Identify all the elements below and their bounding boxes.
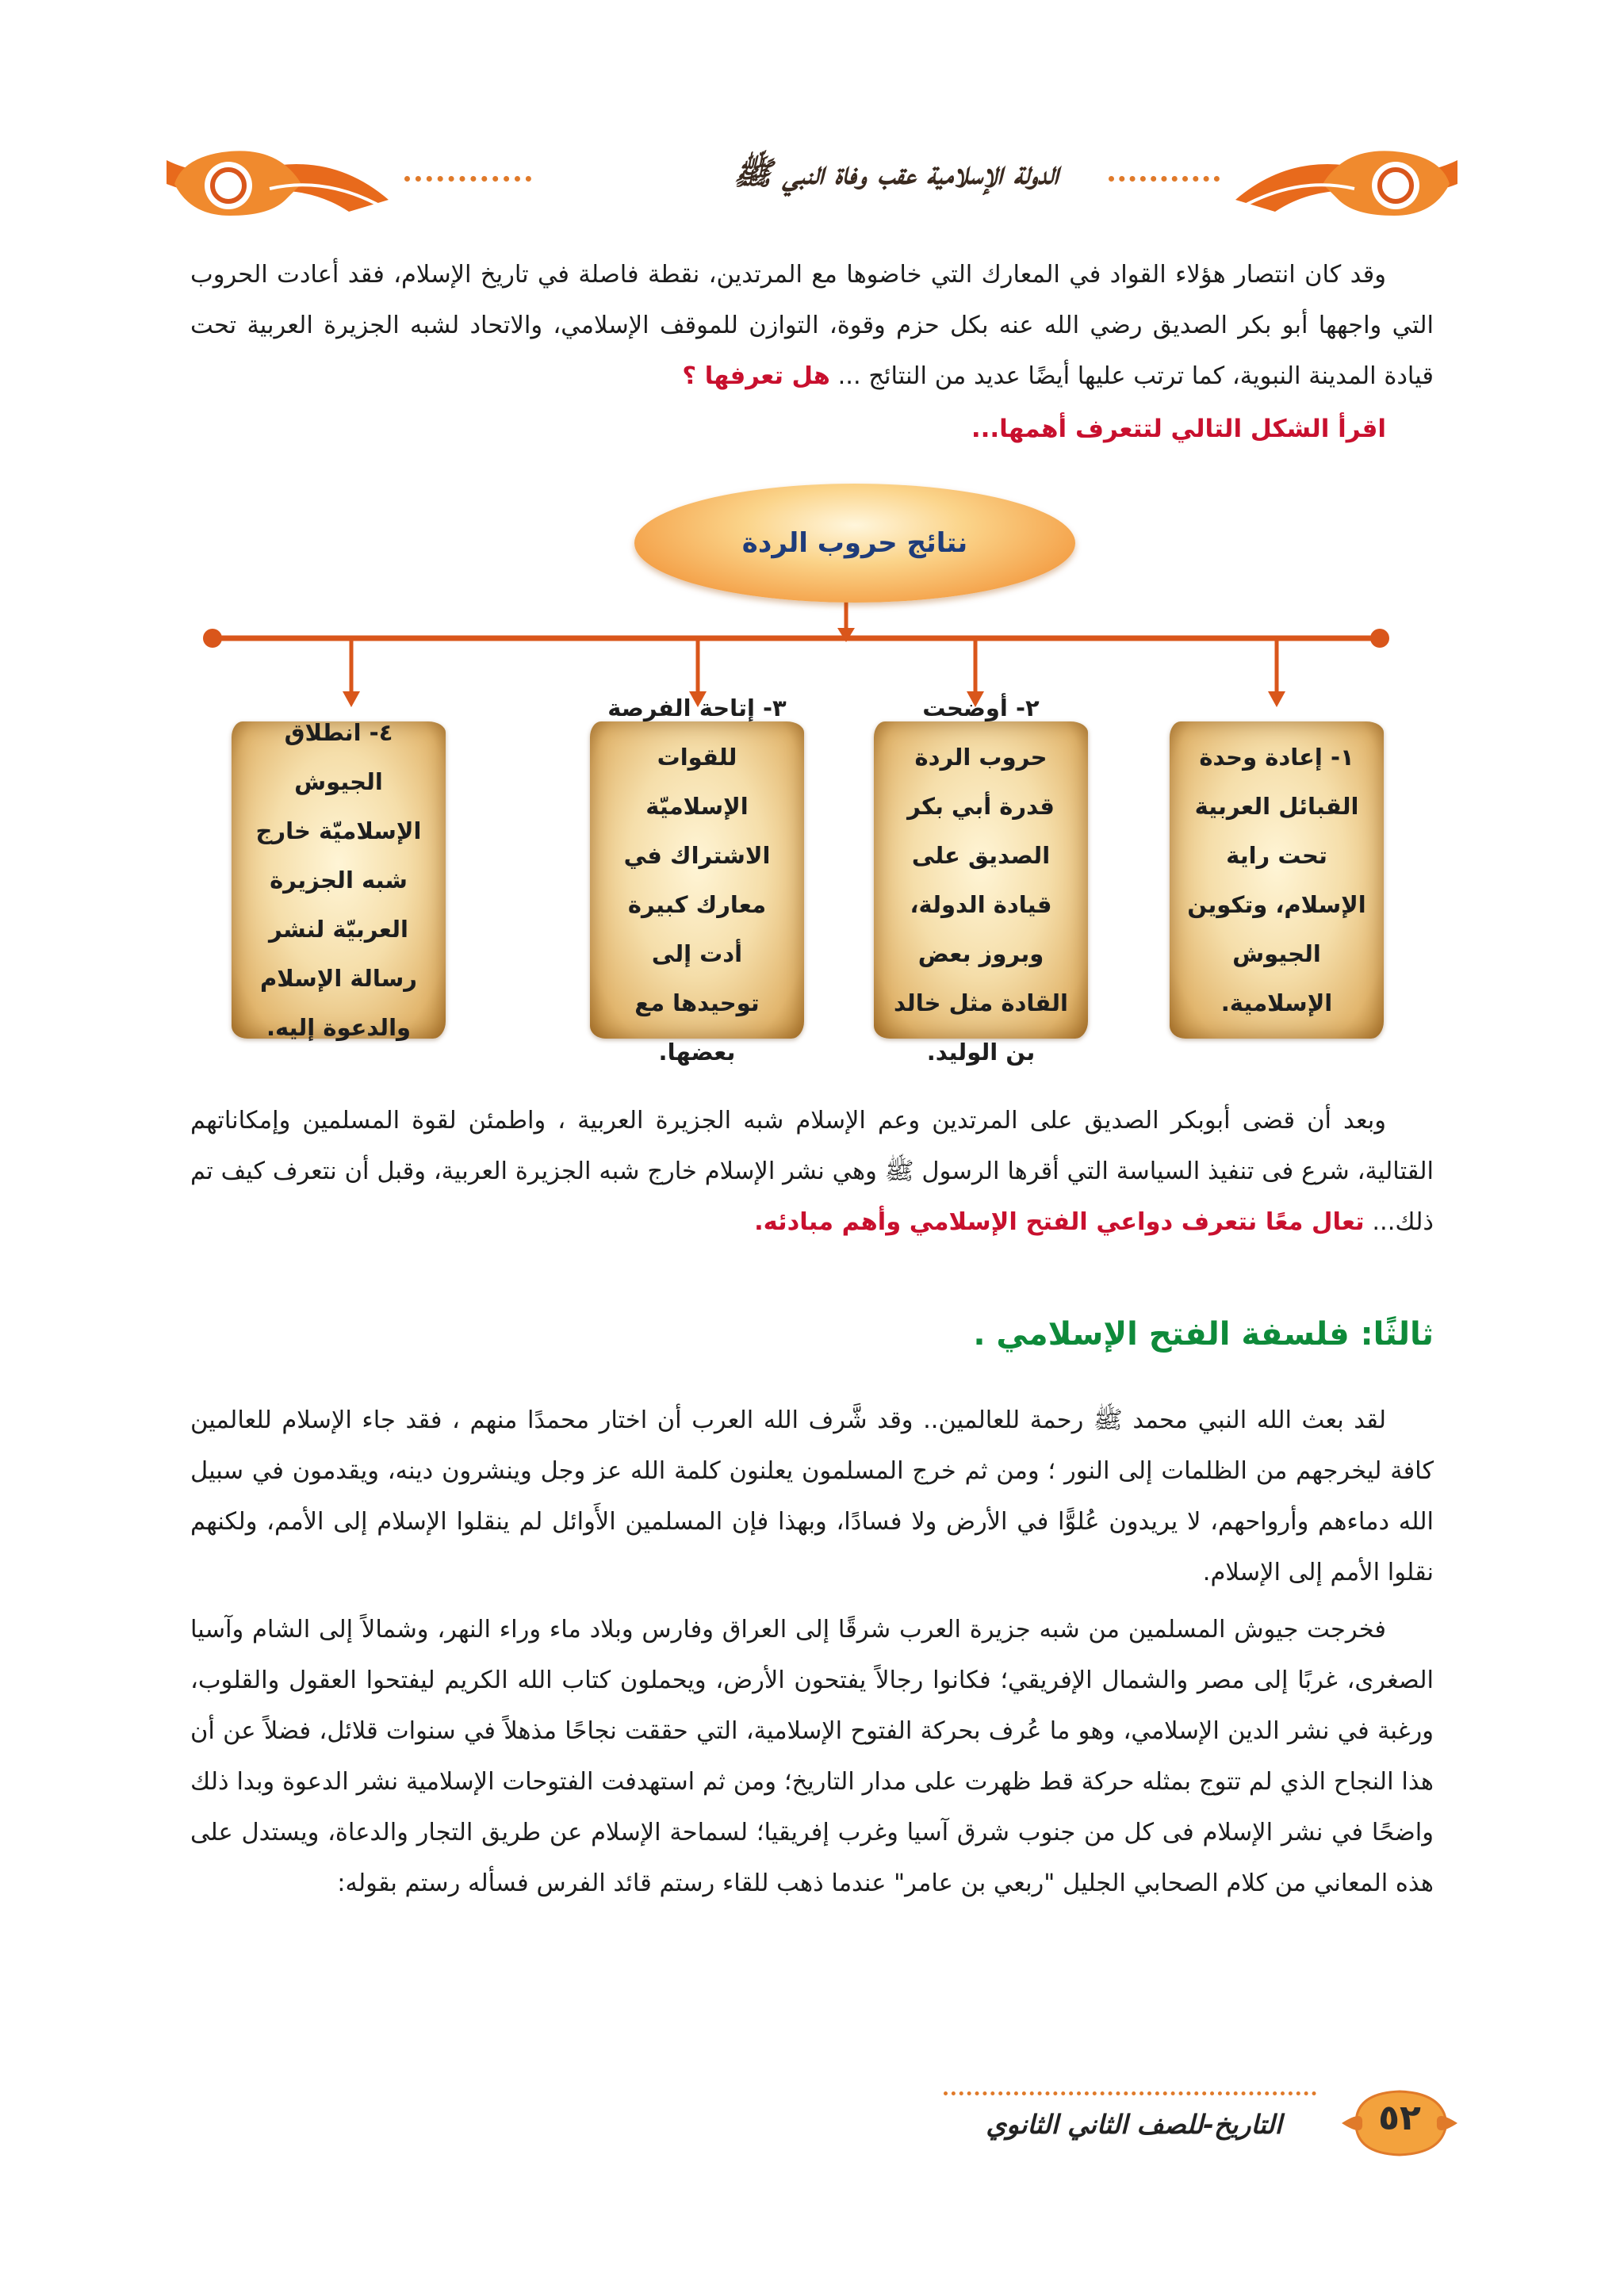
diagram-title-node xyxy=(634,484,1075,603)
result-text-3: ٣- إتاحة الفرصة للقوات الإسلاميّة الاشتراك في معارك كبيرة أدت إلى توحيدها مع بعضها. xyxy=(607,695,787,1066)
result-card-3 xyxy=(590,695,804,1066)
page-header xyxy=(182,119,1442,238)
body-paragraph-2 xyxy=(190,1605,1434,1909)
after-text: وبعد أن قضى أبوبكر الصديق على المرتدين وعم الإسلام شبه الجزيرة العربية ، واطمئن لقوة المسلمين وإمكاناتهم القتالية، شرع فى تنفيذ السياسة التي أقرها الرسول ﷺ وهي نشر الإسلام خارج شبه الجزيرة العربية، وقبل أن نتعرف كيف تم ذلك... xyxy=(190,1107,1434,1236)
diagram-title: نتائج حروب الردة xyxy=(741,527,968,559)
after-paragraph xyxy=(190,1096,1434,1248)
result-text-1: ١- إعادة وحدة القبائل العربية تحت راية الإسلام، وتكوين الجيوش الإسلامية. xyxy=(1187,744,1366,1016)
intro-text: وقد كان انتصار هؤلاء القواد في المعارك التي خاضوها مع المرتدين، نقطة فاصلة في تاريخ الإسلام، فقد أعادت الحروب التي واجهها أبو بكر الصديق رضي الله عنه بكل حزم وقوة، التوازن للموقف الإسلامي، والاتحاد لشبه الجزيرة العربية تحت قيادة المدينة النبوية، كما ترتب عليها أيضًا عديد من النتائج ... xyxy=(190,261,1434,390)
after-highlight: تعال معًا نتعرف دواعي الفتح الإسلامي وأهم مبادئه. xyxy=(754,1208,1365,1236)
results-diagram xyxy=(190,484,1434,1066)
section-heading: ثالثًا: فلسفة الفتح الإسلامي . xyxy=(973,1316,1434,1353)
result-text-4: ٤- انطلاق الجيوش الإسلاميّة خارج شبه الجزيرة العربيّة لنشر رسالة الإسلام والدعوة إليه. xyxy=(255,719,422,1041)
result-text-2: ٢- أوضحت حروب الردة قدرة أبي بكر الصديق على قيادة الدولة، وبروز بعض القادة مثل خالد بن الوليد. xyxy=(894,695,1068,1066)
body-paragraph-1 xyxy=(190,1395,1434,1598)
intro-paragraph xyxy=(190,250,1434,402)
page-number: ٥٢ xyxy=(1378,2098,1421,2138)
body-text-1: لقد بعث الله النبي محمد ﷺ رحمة للعالمين.. وقد شَّرف الله العرب أن اختار محمدًا منهم ، فقد جاء الإسلام للعالمين كافة ليخرجهم من الظلمات إلى النور ؛ ومن ثم خرج المسلمون يعلنون كلمة الله عز وجل وينشرون دينه، ويقدمون في سبيل الله دماءهم وأرواحهم، لا يريدون عُلوًّا في الأرض ولا فسادًا، وبهذا فإن المسلمين الأَوائل لم ينقلوا الإسلام إلى الأمم، ولكنهم نقلوا الأمم إلى الإسلام. xyxy=(190,1406,1434,1586)
book-title: التاريخ-للصف الثاني الثانوي xyxy=(986,2109,1282,2140)
result-card-2 xyxy=(874,695,1088,1066)
result-card-4 xyxy=(232,721,446,1039)
result-card-1 xyxy=(1170,721,1384,1039)
read-diagram-prompt: اقرأ الشكل التالي لتتعرف أهمها... xyxy=(971,415,1386,443)
ornament-left-icon xyxy=(159,136,396,232)
ornament-right-icon xyxy=(1228,136,1465,232)
chapter-title: الدولة الإسلامية عقب وفاة النبي ﷺ xyxy=(733,155,1059,192)
intro-question: هل تعرفها ؟ xyxy=(682,362,830,390)
header-dots-left xyxy=(404,176,531,182)
body-text-2: فخرجت جيوش المسلمين من شبه جزيرة العرب شرقًا إلى العراق وفارس وبلاد ماء وراء النهر، وشمالاً إلى الشام وآسيا الصغرى، غربًا إلى مصر والشمال الإفريقي؛ فكانوا رجالاً يفتحون الأرض، ويحملون كتاب الله الكريم ليفتحوا العقول والقلوب، ورغبة في نشر الدين الإسلامي، وهو ما عُرف بحركة الفتوح الإسلامية، التي حققت نجاحًا مذهلاً في سنوات قلائل، فضلاً عن أن هذا النجاح الذي لم تتوج بمثله حركة قط ظهرت على مدار التاريخ؛ ومن ثم استهدفت الفتوحات الإسلامية نشر الدعوة وبدا ذلك واضحًا في نشر الإسلام فى كل من جنوب شرق آسيا وغرب إفريقيا؛ لسماحة الإسلام عن طريق التجار والدعاة، ويستدل على هذه المعاني من كلام الصحابي الجليل "ربعي بن عامر" عندما ذهب للقاء رستم قائد الفرس فسأله رستم بقوله: xyxy=(190,1616,1434,1897)
footer-dots xyxy=(944,2091,1316,2095)
